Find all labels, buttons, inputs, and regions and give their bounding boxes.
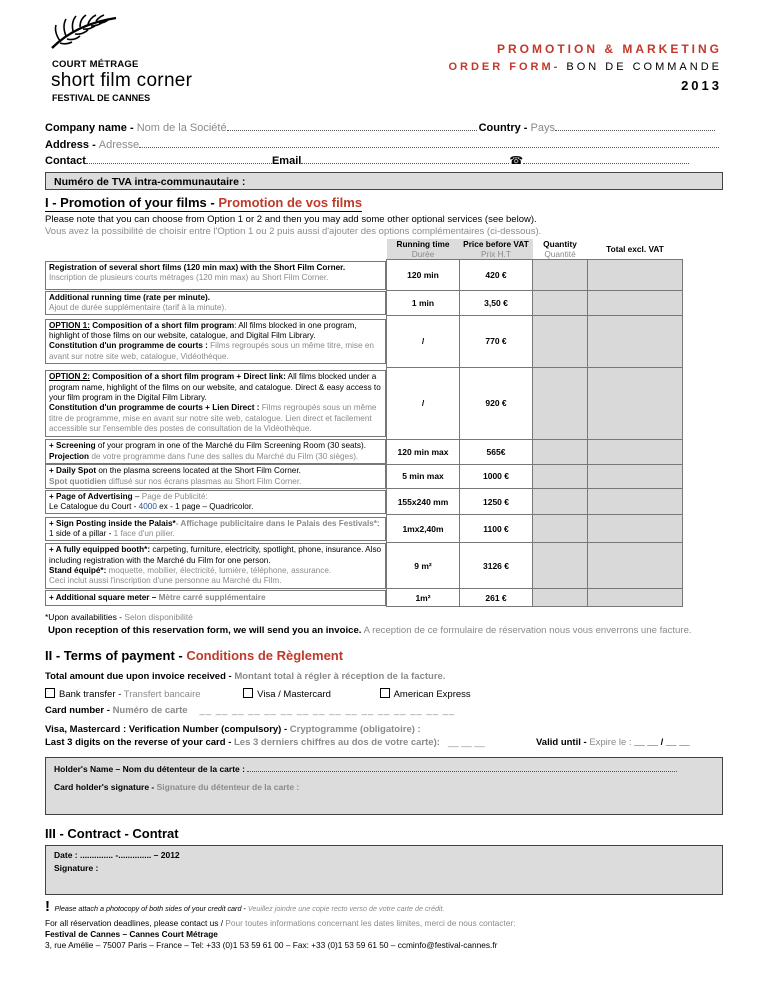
section1-note-fr: Vous avez la possibilité de choisir entre l'Option 1 ou 2 puis aussi d'ajouter des options complémentaires (ci-dessous).	[45, 226, 542, 237]
exclamation-icon: !	[45, 898, 50, 915]
company-line: Company name - Nom de la Société Country - Pays	[45, 121, 715, 134]
total-cell[interactable]	[588, 291, 683, 316]
cvv-field[interactable]: __ __ __	[447, 737, 485, 748]
total-cell[interactable]	[588, 439, 683, 464]
address-field[interactable]	[139, 138, 719, 148]
contact-line: Contact Email ☎	[45, 154, 689, 167]
bank-transfer-option[interactable]: Bank transfer - Transfert bancaire	[45, 689, 201, 700]
table-row: + Daily Spot on the plasma screens located at the Short Film Corner. Spot quotidien diffusé sur nos écrans plasmas au Short Film Corner. 5 min max 1000 €	[45, 464, 683, 489]
palm-logo-icon	[46, 14, 122, 54]
table-row: Additional running time (rate per minute). Ajout de durée supplémentaire (tarif à la minute). 1 min 3,50 €	[45, 291, 683, 316]
header-year: 2013	[681, 78, 722, 93]
total-due: Total amount due upon invoice received - Montant total à régler à réception de la facture.	[45, 671, 446, 682]
address-line: Address - Adresse	[45, 138, 719, 151]
table-row: + Page of Advertising – Page de Publicité: Le Catalogue du Court - 4000 ex - 1 page – Quadricolor. 155x240 mm 1250 €	[45, 489, 683, 515]
holder-name: Holder's Name – Nom du détenteur de la carte :	[46, 758, 722, 778]
table-row: OPTION 1: Composition of a short film program: All films blocked in one program, highlight of those films on our website, catalogue, and Digital Film Library. Constitution d'un programme de courts : Films regroupés sous un même titre, mise en avant sur notre site web, catalogue, Vidéothèque. / 770 €	[45, 315, 683, 367]
expiry-field[interactable]: __ __ / __ __	[634, 737, 690, 748]
header-title: PROMOTION & MARKETING	[497, 42, 722, 56]
table-row: + Screening of your program in one of the Marché du Film Screening Room (30 seats). Projection de votre programme dans l'une des salles du Marché du Film (30 sièges). 120 min max 565€	[45, 439, 683, 464]
contract-signature: Signature :	[54, 863, 99, 873]
total-cell[interactable]	[588, 260, 683, 291]
table-row: + Additional square meter – Mètre carré supplémentaire 1m² 261 €	[45, 589, 683, 607]
photocopy-note: ! Please attach a photocopy of both sides of your credit card - Veuillez joindre une copie recto verso de votre carte de crédit.	[45, 898, 445, 915]
checkbox-icon[interactable]	[380, 688, 390, 698]
total-cell[interactable]	[588, 515, 683, 543]
quantity-cell[interactable]	[533, 515, 588, 543]
visa-option[interactable]: Visa / Mastercard	[243, 689, 331, 700]
section3-title: III - Contract - Contrat	[45, 826, 179, 841]
table-row: + Sign Posting inside the Palais*- Affichage publicitaire dans le Palais des Festivals*: 1 side of a pillar - 1 face d'un pilier. 1mx2,40m 1100 €	[45, 515, 683, 543]
telephone-icon: ☎	[509, 155, 524, 167]
payment-options	[45, 688, 471, 700]
email-field[interactable]	[301, 154, 509, 164]
quantity-cell[interactable]	[533, 589, 588, 607]
checkbox-icon[interactable]	[243, 688, 253, 698]
total-cell[interactable]	[588, 489, 683, 515]
reception-note: Upon reception of this reservation form, we will send you an invoice. A reception de ce formulaire de réservation nous vous enverrons une facture.	[48, 625, 692, 636]
total-cell[interactable]	[588, 315, 683, 367]
country-field[interactable]	[555, 121, 715, 131]
table-row: OPTION 2: Composition of a short film program + Direct link: All films blocked under a program name, highlight of the films on our website, and catalogue. Direct & easy access to your film program in the Digital Film Library. Constitution d'un programme de courts + Lien Direct : Films regroupés sous un même titre de programme, mise en avant sur notre site web, catalogue. Lien direct et facilement accessible sur l'ensemble des postes de consultation de la Vidéothèque. / 920 €	[45, 367, 683, 439]
section1-title: I - Promotion of your films - Promotion de vos films	[45, 195, 363, 210]
valid-line: Valid until - Expire le : __ __ / __ __	[536, 737, 690, 748]
brand-name: short film corner	[51, 70, 193, 91]
vat-label: Numéro de TVA intra-communautaire :	[54, 176, 246, 188]
total-cell[interactable]	[588, 543, 683, 589]
brand-line1: COURT MÉTRAGE	[52, 59, 139, 70]
quantity-cell[interactable]	[533, 489, 588, 515]
header-subtitle: ORDER FORM- BON DE COMMANDE	[448, 61, 722, 73]
total-cell[interactable]	[588, 367, 683, 439]
total-cell[interactable]	[588, 464, 683, 489]
contract-date: Date : .............. -.............. – 2012	[54, 850, 180, 860]
card-number-line: Card number - Numéro de carte __ __ __ __ __ __ __ __ __ __ __ __ __ __ __ __	[45, 705, 456, 716]
vat-box[interactable]	[45, 172, 723, 190]
amex-option[interactable]: American Express	[380, 689, 471, 700]
total-cell[interactable]	[588, 589, 683, 607]
verif-line: Visa, Mastercard : Verification Number (compulsory) - Cryptogramme (obligatoire) :	[45, 724, 421, 735]
availability-note: *Upon availabilities - Selon disponibilité	[45, 612, 193, 622]
quantity-cell[interactable]	[533, 367, 588, 439]
contact-field[interactable]	[86, 154, 272, 164]
section2-title: II - Terms of payment - Conditions de Règlement	[45, 648, 344, 663]
last3-line: Last 3 digits on the reverse of your card - Les 3 derniers chiffres au dos de votre carte): __ __ __	[45, 737, 485, 748]
phone-field[interactable]	[523, 154, 689, 164]
pricing-table	[45, 239, 683, 607]
company-field[interactable]	[227, 121, 477, 131]
footer-info: For all réservation deadlines, please contact us / Pour toutes informations concernant les dates limites, merci de nous contacter: Festival de Cannes – Cannes Court Métrage 3, rue Amélie – 75007 Paris – France – Tel: +33 (0)1 53 59 61 00 – Fax: +33 (0)1 53 59 61 50 – ccminfo@festival-cannes.fr	[45, 918, 516, 950]
brand-line3: FESTIVAL DE CANNES	[52, 93, 151, 103]
quantity-cell[interactable]	[533, 260, 588, 291]
checkbox-icon[interactable]	[45, 688, 55, 698]
card-number-field[interactable]: __ __ __ __ __ __ __ __ __ __ __ __ __ __ __ __	[199, 705, 456, 716]
quantity-cell[interactable]	[533, 439, 588, 464]
section1-note-en: Please note that you can choose from Option 1 or 2 and then you may add some other optional services (see below).	[45, 214, 537, 225]
card-holder-box[interactable]	[45, 757, 723, 815]
table-row: + A fully equipped booth*: carpeting, furniture, electricity, spotlight, phone, insurance. Also including registration with the Marché du Film for one person. Stand équipé*: moquette, mobilier, électricité, lumière, téléphone, assurance. Ceci inclut aussi l'inscription d'une personne au Marché du Film. 9 m² 3126 €	[45, 543, 683, 589]
table-row: Registration of several short films (120 min max) with the Short Film Corner. Inscription de plusieurs courts métrages (120 min max) au Short Film Corner. 120 min 420 €	[45, 260, 683, 291]
quantity-cell[interactable]	[533, 543, 588, 589]
quantity-cell[interactable]	[533, 464, 588, 489]
contract-box[interactable]	[45, 845, 723, 895]
quantity-cell[interactable]	[533, 291, 588, 316]
quantity-cell[interactable]	[533, 315, 588, 367]
holder-signature: Card holder's signature - Signature du détenteur de la carte :	[54, 782, 300, 792]
table-header: Running time Durée Price before VAT Prix H.T Quantity Quantité Total excl. VAT	[45, 239, 683, 260]
